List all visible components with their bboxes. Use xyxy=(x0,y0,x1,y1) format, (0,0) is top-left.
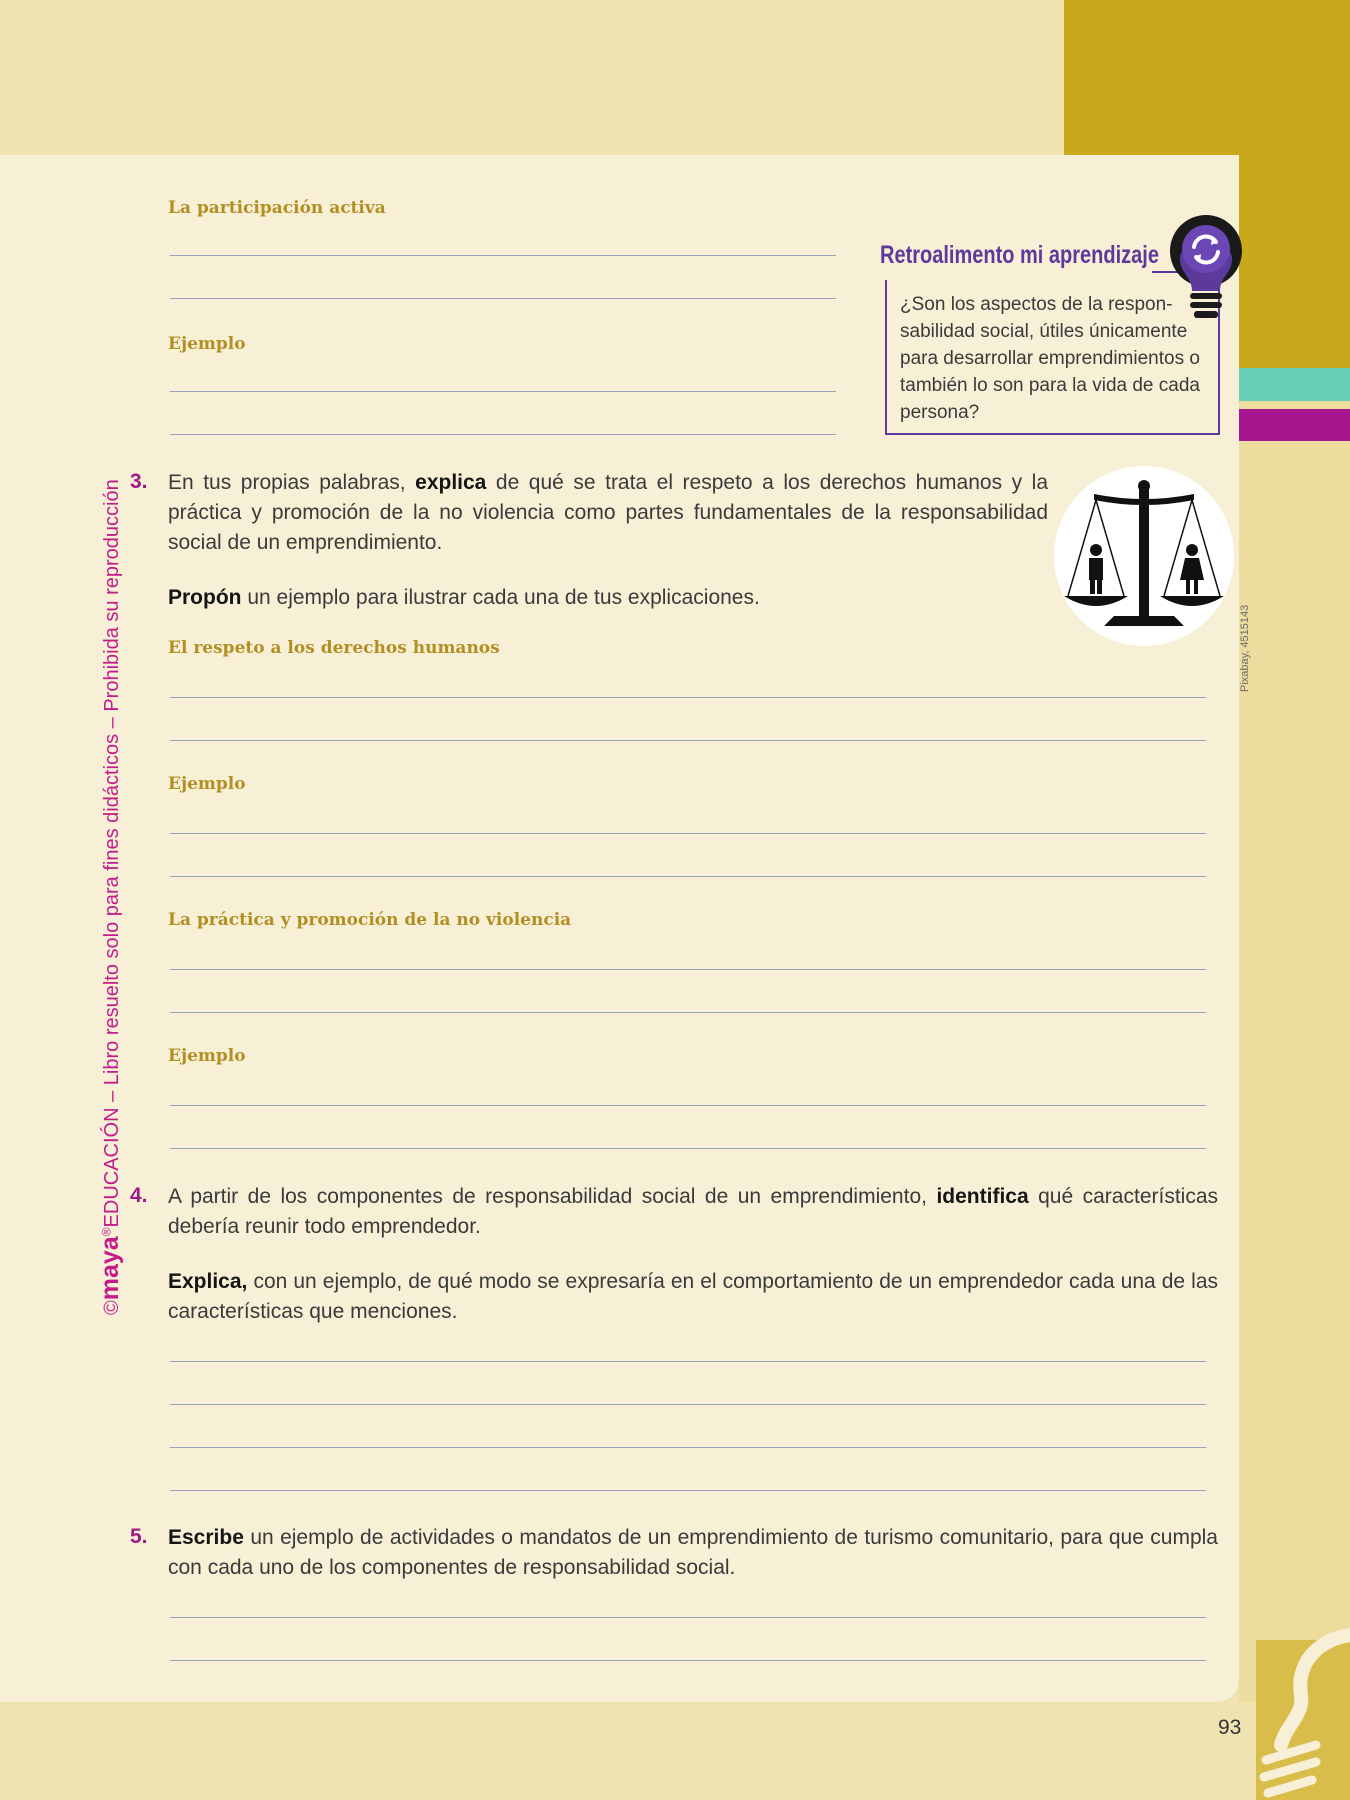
answer-line[interactable] xyxy=(170,740,1206,741)
answer-line[interactable] xyxy=(170,391,836,392)
label-participacion-activa: La participación activa xyxy=(168,198,386,218)
copyright-notice xyxy=(96,479,125,1315)
page-number: 93 xyxy=(1218,1716,1242,1739)
answer-line[interactable] xyxy=(170,434,836,435)
answer-line[interactable] xyxy=(170,1447,1206,1448)
question-5-number: 5. xyxy=(130,1525,148,1548)
q4-keyword-identifica: identifica xyxy=(936,1185,1029,1208)
answer-line[interactable] xyxy=(170,1361,1206,1362)
q3-keyword-propon: Propón xyxy=(168,586,242,609)
question-4-instruction xyxy=(168,1267,1218,1327)
q3-text-part: En tus propias palabras, xyxy=(168,471,406,494)
label-ejemplo: Ejemplo xyxy=(168,334,246,354)
lightbulb-watermark-icon xyxy=(1256,1625,1350,1800)
label-ejemplo: Ejemplo xyxy=(168,774,246,794)
q5-keyword-escribe: Escribe xyxy=(168,1526,244,1549)
label-ejemplo: Ejemplo xyxy=(168,1046,246,1066)
answer-line[interactable] xyxy=(170,697,1206,698)
lightbulb-refresh-icon xyxy=(1168,215,1244,323)
q3-instruction-text: un ejemplo para ilustrar cada una de tus explicaciones. xyxy=(247,586,760,609)
answer-line[interactable] xyxy=(170,298,836,299)
answer-line[interactable] xyxy=(170,1660,1206,1661)
feedback-title: Retroalimento mi aprendizaje xyxy=(880,241,1159,269)
q4-text-part: qué características debería reunir todo emprendedor. xyxy=(168,1185,1219,1238)
bottom-band xyxy=(0,1702,1350,1800)
answer-line[interactable] xyxy=(170,1105,1206,1106)
teal-tab xyxy=(1239,368,1350,401)
answer-line[interactable] xyxy=(170,1490,1206,1491)
scale-of-justice-icon xyxy=(1054,466,1234,646)
copyright-symbol: © xyxy=(101,1300,123,1315)
answer-line[interactable] xyxy=(170,1617,1206,1618)
label-no-violencia: La práctica y promoción de la no violencia xyxy=(168,910,572,930)
answer-line[interactable] xyxy=(170,1404,1206,1405)
gold-strip xyxy=(1239,352,1350,368)
q4-instruction-text: con un ejemplo, de qué modo se expresaría en el comportamiento de un emprendedor cada una de las características que menciones. xyxy=(168,1270,1218,1323)
question-3-instruction xyxy=(168,583,1048,613)
label-derechos-humanos: El respeto a los derechos humanos xyxy=(168,638,500,658)
answer-line[interactable] xyxy=(170,833,1206,834)
question-5-text xyxy=(168,1523,1218,1583)
question-3-text xyxy=(168,468,1048,558)
q3-text-part: de qué se trata el respeto a los derechos humanos y la práctica y promoción de la no violencia como partes fundamentales de la responsabilidad social de un emprendimiento. xyxy=(168,471,1048,554)
q4-text-part: A partir de los componentes de responsabilidad social de un emprendimiento, xyxy=(168,1185,927,1208)
question-4-text xyxy=(168,1182,1218,1242)
q5-text-part: un ejemplo de actividades o mandatos de un emprendimiento de turismo comunitario, para que cumpla con cada uno de los componentes de responsabilidad social. xyxy=(168,1526,1218,1579)
q3-keyword-explica: explica xyxy=(415,471,487,494)
question-4-number: 4. xyxy=(130,1184,148,1207)
magenta-tab xyxy=(1239,409,1350,441)
right-margin-strip xyxy=(1239,352,1350,1800)
answer-line[interactable] xyxy=(170,255,836,256)
registered-symbol: ® xyxy=(99,1227,114,1237)
copyright-text: EDUCACIÓN – Libro resuelto solo para fines didácticos – Prohibida su reproducción xyxy=(101,479,123,1228)
answer-line[interactable] xyxy=(170,1012,1206,1013)
question-3-number: 3. xyxy=(130,470,148,493)
top-band xyxy=(0,0,1064,155)
answer-line[interactable] xyxy=(170,876,1206,877)
brand-name: maya xyxy=(96,1236,124,1301)
image-credit: Pixabay, 4515143 xyxy=(1239,604,1251,692)
feedback-question: ¿Son los aspectos de la respon-sabilidad social, útiles únicamente para desarrollar emprendimientos o también lo son para la vida de cada persona? xyxy=(900,294,1200,423)
q4-keyword-explica: Explica, xyxy=(168,1270,248,1293)
answer-line[interactable] xyxy=(170,969,1206,970)
answer-line[interactable] xyxy=(170,1148,1206,1149)
